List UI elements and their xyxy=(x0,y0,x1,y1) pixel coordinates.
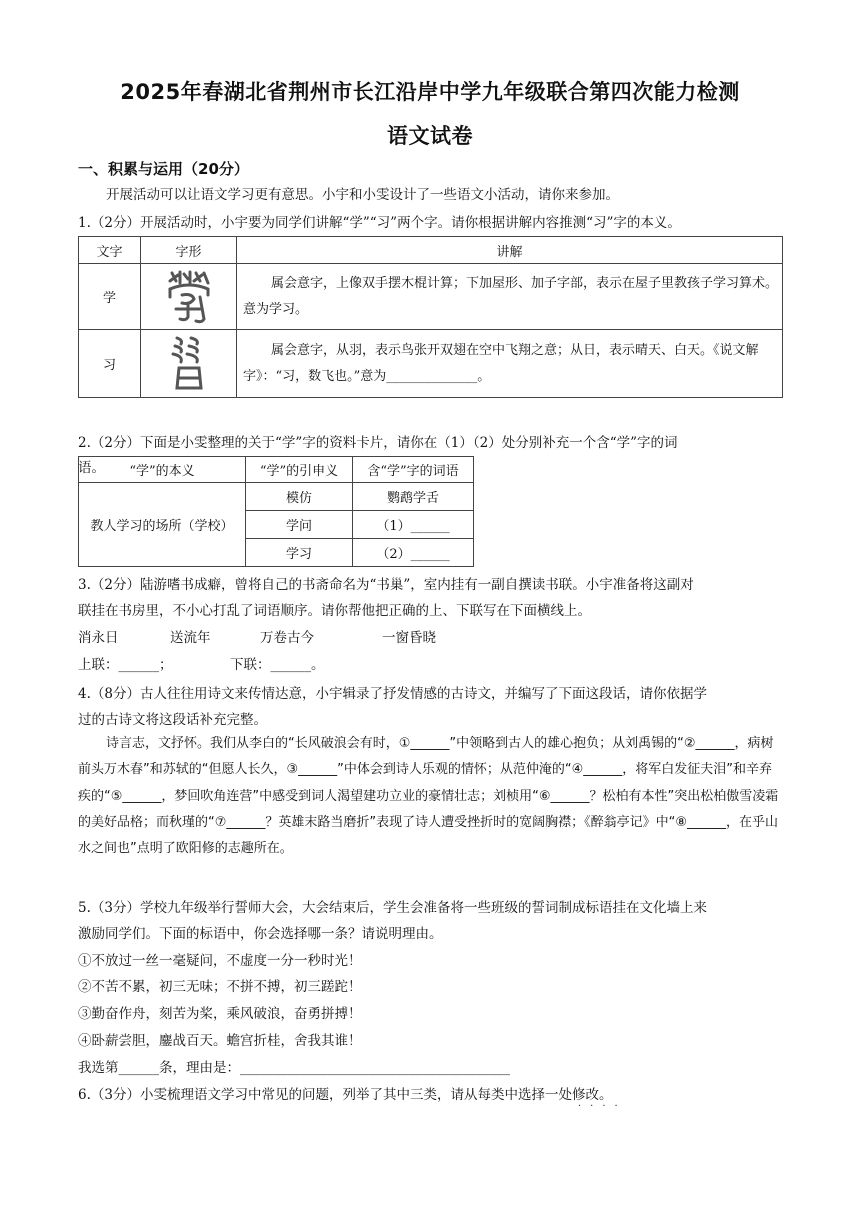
table-cell-char: 学 xyxy=(79,264,141,330)
table-header: “学”的本义 xyxy=(79,457,246,483)
slogan-option: ④卧薪尝胆，鏖战百天。蟾宫折桂，舍我其谁！ xyxy=(78,1033,362,1049)
slogan-option: ①不放过一丝一毫疑问，不虚度一分一秒时光！ xyxy=(78,953,362,969)
table-cell-ext: 模仿 xyxy=(246,483,353,511)
table-cell-ext: 学习 xyxy=(246,539,353,567)
question-6: 6.（3分）小雯梳理语文学习中常见的问题，列举了其中三类，请从每类中选择一处修改。 xyxy=(78,1087,613,1103)
section-heading: 一、积累与运用（20分） xyxy=(78,160,249,178)
question-3: 3.（2分）陆游嗜书成癖，曾将自己的书斋命名为“书巢”，室内挂有一副自撰读书联。小宇准备将这副对 xyxy=(78,577,694,593)
question-2: 2.（2分）下面是小雯整理的关于“学”字的资料卡片，请你在（1）（2）处分别补充一个含“学”字的词 xyxy=(78,435,678,451)
ancient-xue-glyph-icon xyxy=(166,269,212,325)
table-header: 文字 xyxy=(79,237,141,264)
question-1: 1.（2分）开展活动时，小宇要为同学们讲解“学”“习”两个字。请你根据讲解内容推测“习”字的本义。 xyxy=(78,215,681,231)
table-cell-original: 教人学习的场所（学校） xyxy=(79,483,246,567)
table-header: “学”的引申义 xyxy=(246,457,353,483)
table-cell-word: 鹦鹉学舌 xyxy=(353,483,474,511)
question-3-cont: 联挂在书房里，不小心打乱了词语顺序。请你帮他把正确的上、下联写在下面横线上。 xyxy=(78,603,591,619)
slogan-option: ②不苦不累，初三无味；不拼不搏，初三蹉跎！ xyxy=(78,979,362,995)
table-cell-ext: 学问 xyxy=(246,511,353,539)
table-header: 含“学”字的词语 xyxy=(353,457,474,483)
question-4-cont: 过的古诗文将这段话补充完整。 xyxy=(78,712,267,728)
exam-subtitle: 语文试卷 xyxy=(387,124,473,148)
table-row xyxy=(79,330,783,398)
question-5-cont: 激励同学们。下面的标语中，你会选择哪一条？请说明理由。 xyxy=(78,926,443,942)
ancient-xi-glyph-icon xyxy=(169,334,209,394)
exam-title: 2025年春湖北省荆州市长江沿岸中学九年级联合第四次能力检测 xyxy=(120,80,740,104)
question-5: 5.（3分）学校九年级举行誓师大会，大会结束后，学生会准备将一些班级的誓词制成标语挂在文化墙上来 xyxy=(78,900,707,916)
slogan-answer: 我选第______条，理由是：________________________________________ xyxy=(78,1060,510,1076)
character-table xyxy=(78,236,783,398)
table-header: 讲解 xyxy=(237,237,783,264)
table-cell-char: 习 xyxy=(79,330,141,398)
couplet-upper: 上联：______； xyxy=(78,657,173,673)
couplet-word: 送流年 xyxy=(170,630,211,646)
couplet-word: 万卷古今 xyxy=(260,630,314,646)
table-cell-glyph xyxy=(141,330,237,398)
table-cell-word: （1）______ xyxy=(353,511,474,539)
question-4: 4.（8分）古人往往用诗文来传情达意，小宇辑录了抒发情感的古诗文，并编写了下面这段话，请你依据学 xyxy=(78,686,707,702)
table-cell-glyph xyxy=(141,264,237,330)
table-row xyxy=(79,483,474,511)
slogan-option: ③勤奋作舟，刻苦为桨，乘风破浪，奋勇拼搏！ xyxy=(78,1006,362,1022)
couplet-word: 一窗昏晓 xyxy=(382,630,436,646)
table-header: 字形 xyxy=(141,237,237,264)
xue-card-table xyxy=(78,456,474,567)
question-2-cont: 语。 xyxy=(78,460,105,476)
table-cell-explain: 属会意字，从羽，表示鸟张开双翅在空中飞翔之意；从日，表示晴天、白天。《说文解字》：“习，数飞也。”意为______________。 xyxy=(237,330,783,398)
table-row xyxy=(79,264,783,330)
emphasis-dots: ···· xyxy=(578,1101,627,1112)
couplet-lower: 下联：______。 xyxy=(230,657,325,673)
question-4-passage: 诗言志，文抒怀。我们从李白的“长风破浪会有时，①______”中领略到古人的雄心抱负；从刘禹锡的“②______，病树前头万木春”和苏轼的“但愿人长久，③______”中体会到诗人乐观的情怀；从范仲淹的“④______，将军白发征夫泪”和辛弃疾的“⑤______，梦回吹角连营”中感受到词人渴望建功立业的豪情壮志；刘桢用“⑥______？松柏有本性”突出松柏傲雪凌霜的美好品格；而秋瑾的“⑦______？英雄末路当磨折”表现了诗人遭受挫折时的宽阔胸襟；《醉翁亭记》中“⑧______，在乎山水之间也”点明了欧阳修的志趣所在。 xyxy=(78,736,779,857)
couplet-word: 消永日 xyxy=(78,630,119,646)
table-cell-explain: 属会意字，上像双手摆木棍计算；下加屋形、加子字部，表示在屋子里教孩子学习算术。意为学习。 xyxy=(237,264,783,330)
section-intro: 开展活动可以让语文学习更有意思。小宇和小雯设计了一些语文小活动，请你来参加。 xyxy=(106,187,619,203)
table-cell-word: （2）______ xyxy=(353,539,474,567)
